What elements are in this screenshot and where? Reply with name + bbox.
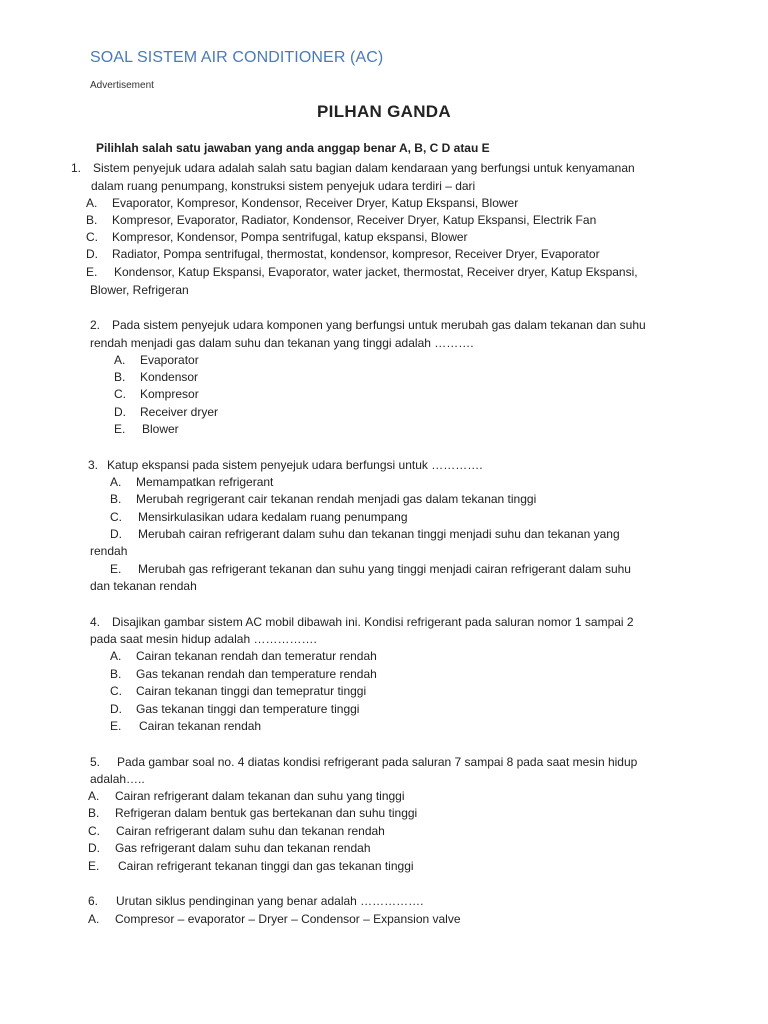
option-text-continued: dan tekanan rendah [90,579,197,593]
option-letter: C. [114,387,126,401]
answer-option [110,701,359,718]
question-stem [88,893,424,910]
question-number: 5. [90,755,101,769]
question-number: 2. [90,318,101,332]
option-text: Mensirkulasikan udara kedalam ruang penumpang [138,510,408,524]
answer-option [110,666,377,683]
answer-option [86,212,596,229]
option-text: Radiator, Pompa sentrifugal, thermostat, kondensor, kompresor, Receiver Dryer, Evaporator [112,247,600,261]
option-text: Kompresor, Evaporator, Radiator, Kondensor, Receiver Dryer, Katup Ekspansi, Electrik Fan [112,213,597,227]
option-letter: C. [110,510,122,524]
answer-option [114,421,179,438]
question-text: Urutan siklus pendinginan yang benar adalah ……………. [116,894,424,908]
question-stem [71,160,635,177]
answer-option [114,369,198,386]
instruction-text: Pilihlah salah satu jawaban yang anda anggap benar A, B, C D atau E [96,141,490,155]
option-letter: C. [86,230,98,244]
answer-option [88,805,417,822]
option-letter: C. [110,684,122,698]
section-title: PILHAN GANDA [317,102,451,121]
option-letter: A. [88,789,100,803]
option-text: Receiver dryer [140,405,219,419]
answer-option [110,491,536,508]
question-text: Katup ekspansi pada sistem penyejuk udara berfungsi untuk …………. [107,458,483,472]
option-text: Merubah cairan refrigerant dalam suhu dan tekanan tinggi menjadi suhu dan tekanan yang [138,527,620,541]
option-text: Cairan tekanan rendah [139,719,262,733]
option-text: Evaporator, Kompresor, Kondensor, Receiver Dryer, Katup Ekspansi, Blower [112,196,519,210]
option-letter: E. [114,422,126,436]
answer-option [110,509,408,526]
answer-option [110,648,377,665]
option-text: Compresor – evaporator – Dryer – Condensor – Expansion valve [115,912,461,926]
option-letter: E. [110,562,122,576]
option-letter: A. [114,353,126,367]
option-letter: A. [88,912,100,926]
advertisement-label: Advertisement [90,80,154,91]
answer-option [86,264,638,281]
answer-option [110,526,620,543]
answer-option [86,195,518,212]
answer-option [88,823,385,840]
answer-option [114,386,199,403]
question-text: Sistem penyejuk udara adalah salah satu bagian dalam kendaraan yang berfungsi untuk kenyamanan [93,161,635,175]
question-number: 4. [90,615,101,629]
option-text: Kompresor [140,387,199,401]
answer-option [110,561,631,578]
option-letter: B. [86,213,98,227]
question-stem [88,457,483,474]
answer-option [110,474,273,491]
option-letter: B. [114,370,126,384]
option-text: Kompresor, Kondensor, Pompa sentrifugal, katup ekspansi, Blower [112,230,468,244]
option-text: Refrigeran dalam bentuk gas bertekanan dan suhu tinggi [115,806,418,820]
option-text-continued: rendah [90,544,128,558]
option-letter: D. [86,247,98,261]
question-text-continued: pada saat mesin hidup adalah ……………. [90,632,317,646]
question-stem [90,754,637,771]
question-number: 3. [88,458,99,472]
option-text: Memampatkan refrigerant [136,475,274,489]
answer-option [86,229,468,246]
option-letter: D. [114,405,126,419]
question-stem [90,317,646,334]
answer-option [88,911,461,928]
question-text: Pada sistem penyejuk udara komponen yang berfungsi untuk merubah gas dalam tekanan dan suhu [112,318,646,332]
question-text-continued: rendah menjadi gas dalam suhu dan tekanan yang tinggi adalah ………. [90,336,474,350]
answer-option [110,683,366,700]
option-letter: E. [86,265,98,279]
question-text-continued: adalah….. [90,772,145,786]
option-letter: E. [110,719,122,733]
option-text: Merubah regrigerant cair tekanan rendah menjadi gas dalam tekanan tinggi [136,492,537,506]
option-letter: A. [110,649,122,663]
question-stem [90,614,634,631]
option-letter: A. [110,475,122,489]
option-letter: D. [110,702,122,716]
answer-option [88,840,371,857]
option-text: Kondensor [140,370,199,384]
question-text: Disajikan gambar sistem AC mobil dibawah ini. Kondisi refrigerant pada saluran nomor 1 sampai 2 [112,615,634,629]
answer-option [88,788,405,805]
option-text: Blower [142,422,179,436]
option-text: Cairan refrigerant tekanan tinggi dan gas tekanan tinggi [118,859,414,873]
option-letter: B. [110,667,122,681]
answer-option [110,718,261,735]
option-letter: B. [110,492,122,506]
option-letter: B. [88,806,100,820]
answer-option [86,246,600,263]
option-text: Gas tekanan tinggi dan temperature tinggi [136,702,360,716]
option-text: Cairan refrigerant dalam suhu dan tekanan rendah [116,824,385,838]
option-text-continued: Blower, Refrigeran [90,283,189,297]
option-letter: D. [110,527,122,541]
answer-option [114,352,199,369]
option-text: Cairan tekanan tinggi dan temepratur tinggi [136,684,367,698]
option-letter: A. [86,196,98,210]
question-text-continued: dalam ruang penumpang, konstruksi sistem penyejuk udara terdiri – dari [91,179,476,193]
option-text: Gas refrigerant dalam suhu dan tekanan rendah [115,841,371,855]
answer-option [114,404,218,421]
question-number: 1. [71,161,82,175]
question-text: Pada gambar soal no. 4 diatas kondisi refrigerant pada saluran 7 sampai 8 pada saat mesin hidup [117,755,638,769]
question-number: 6. [88,894,99,908]
answer-option [88,858,414,875]
option-letter: E. [88,859,100,873]
option-text: Gas tekanan rendah dan temperature rendah [136,667,377,681]
option-text: Kondensor, Katup Ekspansi, Evaporator, water jacket, thermostat, Receiver dryer, Katup Ekspansi, [114,265,638,279]
option-text: Merubah gas refrigerant tekanan dan suhu yang tinggi menjadi cairan refrigerant dalam suhu [138,562,631,576]
option-letter: D. [88,841,100,855]
option-text: Cairan tekanan rendah dan temeratur rendah [136,649,377,663]
option-text: Evaporator [140,353,199,367]
option-letter: C. [88,824,100,838]
option-text: Cairan refrigerant dalam tekanan dan suhu yang tinggi [115,789,405,803]
document-title: SOAL SISTEM AIR CONDITIONER (AC) [90,49,384,66]
